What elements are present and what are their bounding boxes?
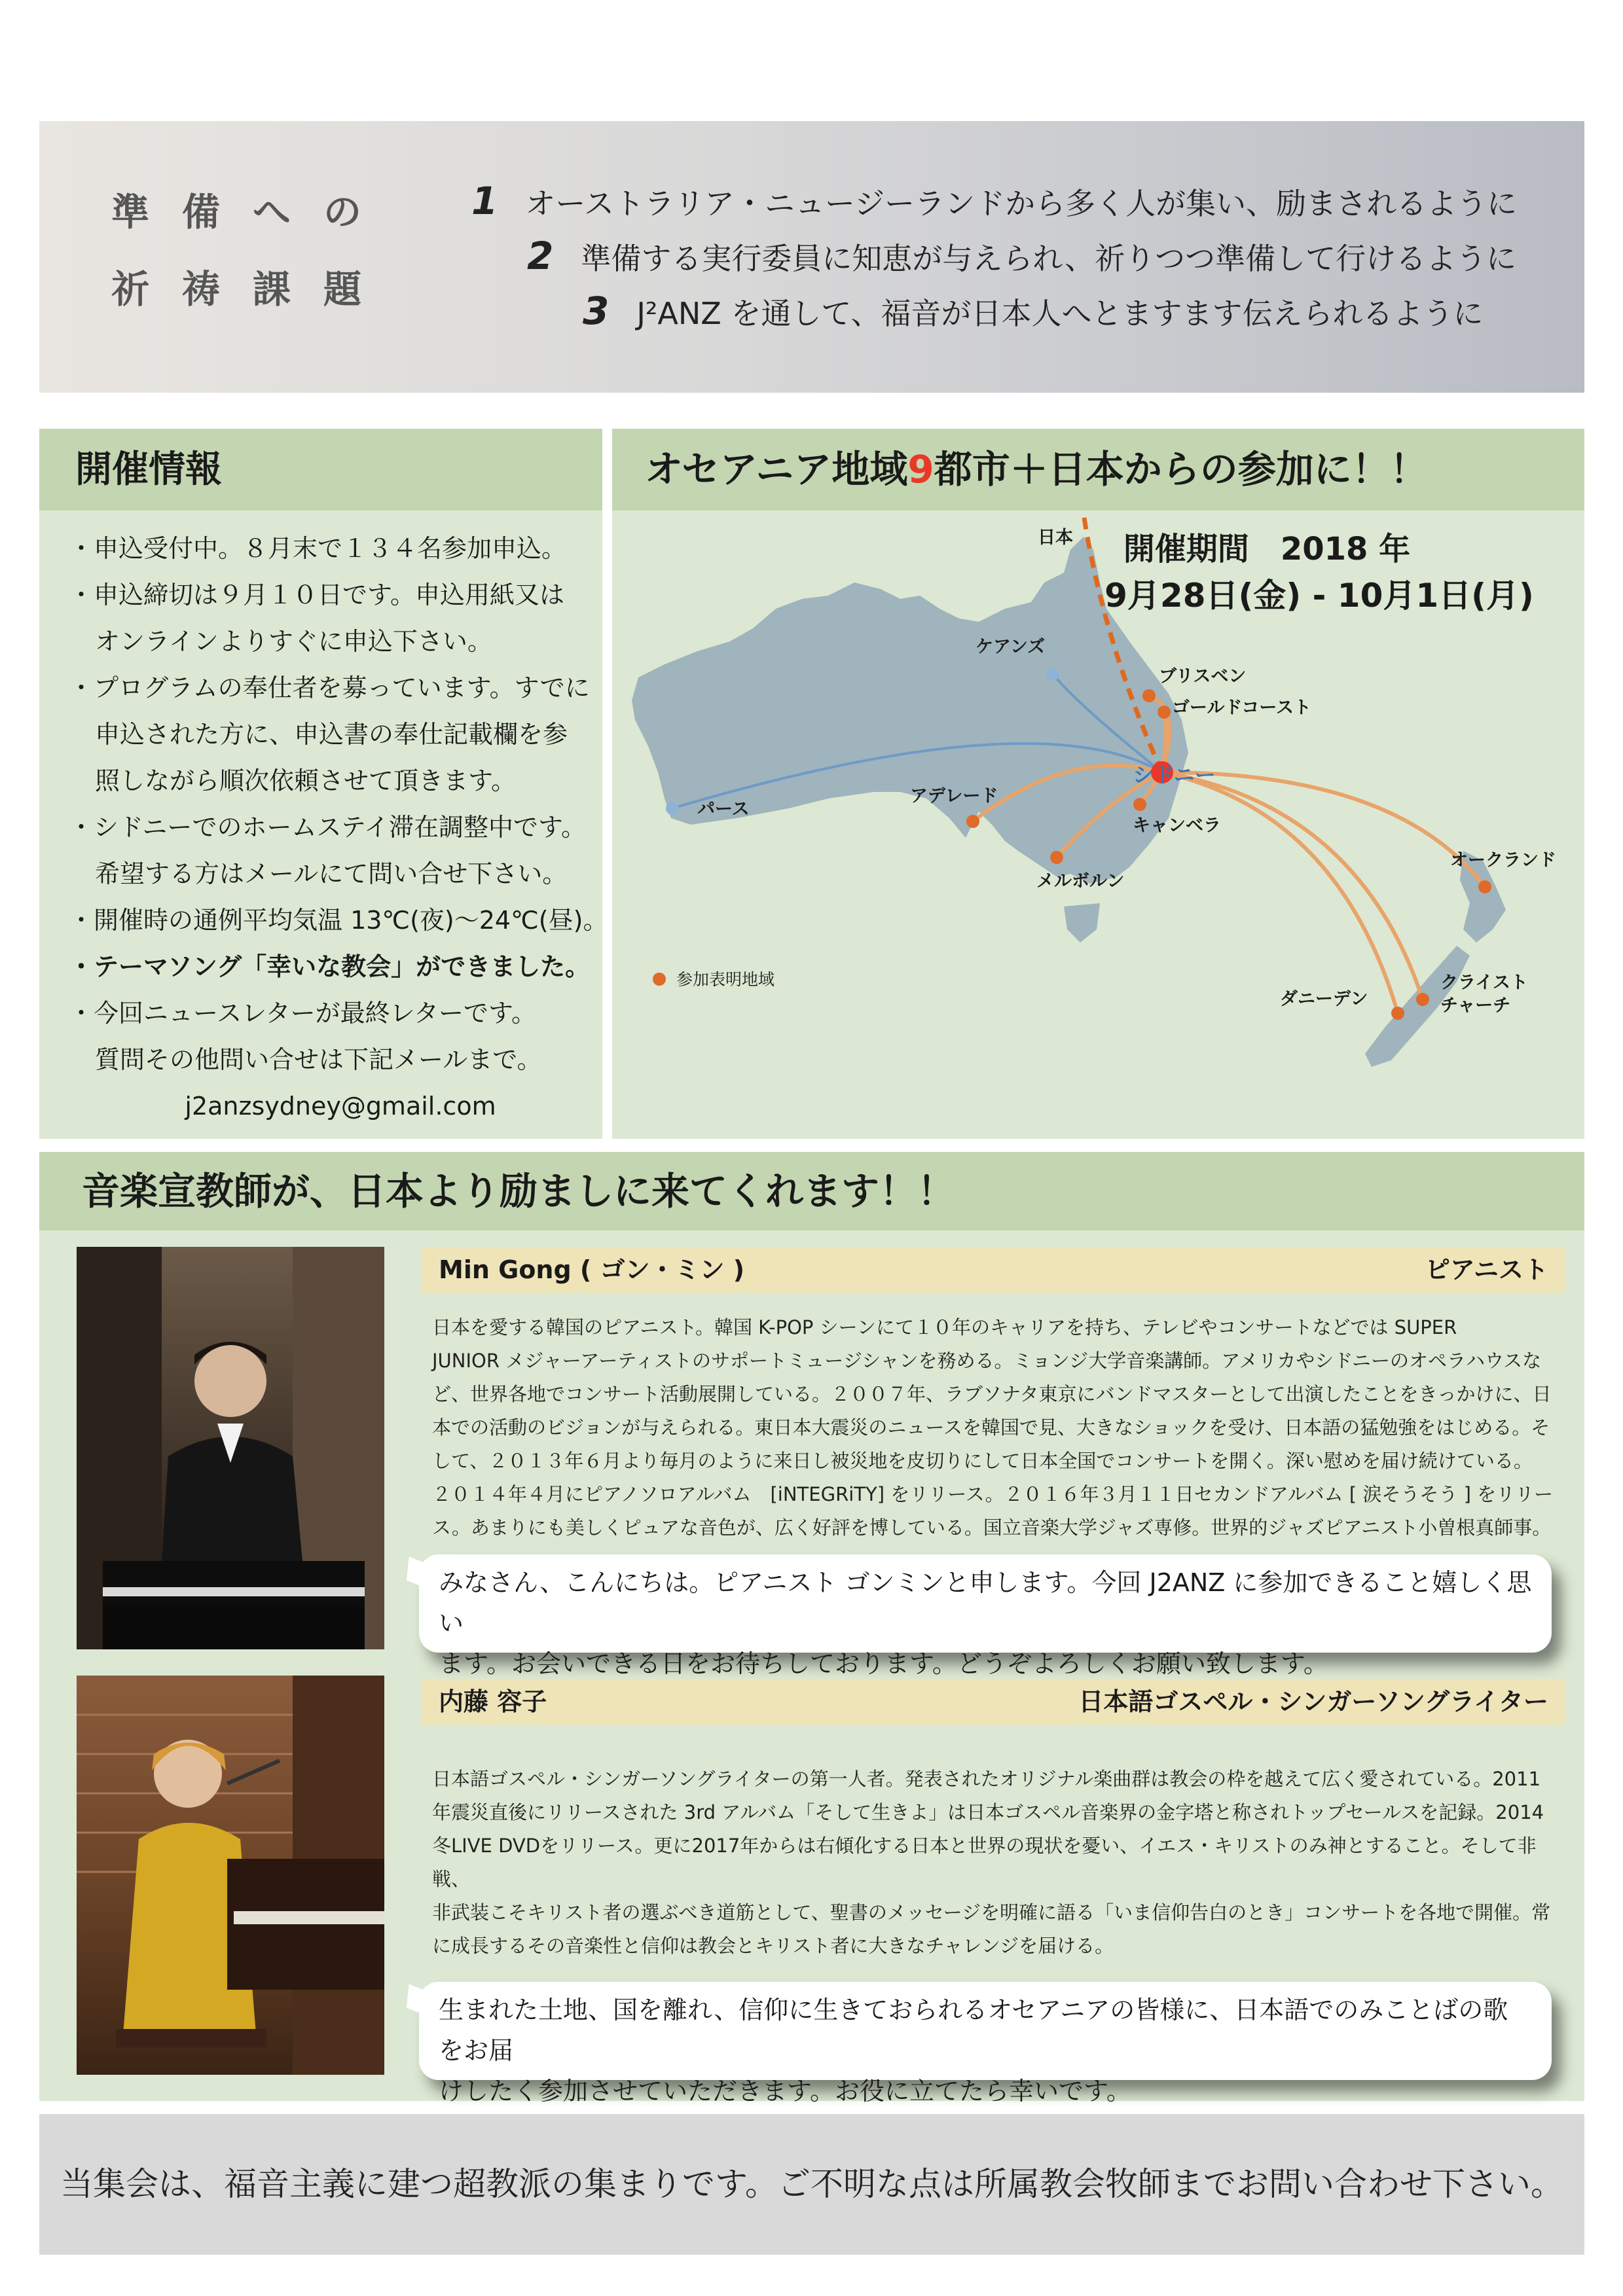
label-dunedin: ダニーデン [1280,989,1368,1009]
city-dot-brisbane [1142,689,1156,702]
label-goldcoast: ゴールドコースト [1172,698,1312,718]
label-perth: パース [697,799,750,819]
info-line: ・プログラムの奉仕者を募っています。すでに [69,673,590,702]
city-dot-cairns [1046,668,1059,681]
info-line: オンラインよりすぐに申込下さい。 [95,627,492,656]
artist-role: 日本語ゴスペル・シンガーソングライター [1078,1687,1548,1716]
city-dot-goldcoast [1158,706,1171,719]
label-brisbane: ブリスベン [1159,666,1247,687]
route-dunedin [1162,772,1398,1013]
info-line: 質問その他問い合せは下記メールまで。 [95,1045,542,1074]
event-info-list [69,526,608,1130]
city-dot-auckland [1478,880,1491,893]
info-line: ・シドニーでのホームステイ滞在調整中です。 [69,813,587,842]
label-japan: 日本 [1038,528,1073,548]
message-line: 生まれた土地、国を離れ、信仰に生きておられるオセアニアの皆様に、日本語でのみことばの歌をお届 [439,1996,1508,2065]
tasmania-landmass [1064,903,1100,942]
message-bubble-naito-yoko [419,1982,1552,2106]
prayer-item-2 [527,234,1516,278]
bio-line: 本での活動のビジョンが与えられる。東日本大震災のニュースを韓国で見、大きなショックを受け、日本語の猛勉強をはじめる。そ [432,1416,1550,1439]
message-line: ます。お会いできる日をお待ちしております。どうぞよろしくお願い致します。 [439,1649,1328,1678]
event-period-dates: 9月28日(金) - 10月1日(月) [1104,577,1534,615]
event-period-label: 開催期間 2018 年 [1123,531,1411,567]
prayer-section [39,121,1584,393]
label-christchurch-1: クライスト [1440,973,1528,993]
prayer-item-text: J²ANZ を通して、福音が日本人へとますます伝えられるように [636,296,1484,331]
event-info-panel [39,429,608,1139]
map-legend-dot [653,973,666,986]
info-line: ・今回ニュースレターが最終レターです。 [69,999,537,1028]
map-heading [612,429,1584,511]
info-line: 申込された方に、申込書の奉仕記載欄を参 [95,720,568,749]
prayer-item-3 [583,289,1483,333]
event-info-heading: 開催情報 [39,429,602,511]
info-line: ・テーマソング「幸いな教会」ができました。 [69,952,591,981]
singer-image [77,1676,384,2075]
map-heading-num: 9 [907,447,934,492]
prayer-item-text: オーストラリア・ニュージーランドから多く人が集い、励まされるように [525,186,1518,221]
map-heading-pre: オセアニア地域 [645,447,908,492]
message-line: けしたく参加させていただきます。お役に立てたら幸いです。 [439,2077,1131,2106]
prayer-title-line1: 準備への [111,190,395,234]
city-dot-adelaide [966,815,979,828]
music-heading: 音楽宣教師が、日本より励ましに来てくれます！！ [39,1152,1584,1230]
bio-line: 日本を愛する韓国のピアニスト。韓国 K-POP シーンにて１０年のキャリアを持ち、テレビやコンサートなどでは SUPER [432,1316,1457,1338]
info-line: 照しながら順次依頼させて頂きます。 [95,766,516,795]
city-dot-canberra [1133,798,1146,811]
prayer-item-number: 3 [583,289,610,333]
bio-line: ２０１４年４月にピアノソロアルバム [iNTEGRiTY] をリリース。２０１６年３月１１日セカンドアルバム [ 涙そうそう ] をリリー [432,1483,1554,1505]
message-bubble-min-gong [419,1554,1552,1678]
music-missionary-panel [39,1152,1584,2106]
city-dot-melbourne [1050,851,1063,864]
artist-photo-naito-yoko [77,1676,384,2075]
prayer-item-text: 準備する実行委員に知恵が与えられ、祈りつつ準備して行けるように [581,241,1517,276]
prayer-item-number: 2 [527,234,554,278]
contact-email[interactable]: j2anzsydney@gmail.com [185,1092,496,1121]
label-melbourne: メルボルン [1036,871,1125,891]
artist-photo-min-gong [77,1247,384,1649]
bio-line: に成長するその音楽性と信仰は教会とキリスト者に大きなチャレンジを届ける。 [432,1935,1114,1957]
label-auckland: オークランド [1450,850,1556,870]
info-line: ・申込締切は９月１０日です。申込用紙又は [69,581,564,609]
info-line: 希望する方はメールにて問い合せ下さい。 [95,859,568,888]
artist-role: ピアニスト [1425,1255,1548,1284]
message-line: みなさん、こんにちは。ピアニスト ゴンミンと申します。今回 J2ANZ に参加できること嬉しく思い [439,1568,1532,1638]
city-dot-dunedin [1391,1007,1404,1020]
footer-notice: 当集会は、福音主義に建つ超教派の集まりです。ご不明な点は所属教会牧師までお問い合わせ下さい。 [39,2114,1584,2255]
bio-line: ス。あまりにも美しくピュアな音色が、広く好評を博している。国立音楽大学ジャズ専修。世界的ジャズピアニスト小曽根真師事。 [432,1516,1552,1539]
route-christchurch [1162,772,1423,999]
label-christchurch-2: チャーチ [1440,996,1511,1016]
city-dot-perth [666,802,679,815]
info-line: ・開催時の通例平均気温 13℃(夜)〜24℃(昼)。 [69,906,608,935]
bio-line: 日本語ゴスペル・シンガーソングライターの第一人者。発表されたオリジナル楽曲群は教会の枠を越えて広く愛されている。2011 [432,1768,1541,1790]
artist-bio-min-gong [432,1311,1558,1545]
bio-line: ど、世界各地でコンサート活動展開している。２００７年、ラブソナタ東京にバンドマスターとして出演したことをきっかけに、日 [432,1383,1552,1405]
label-adelaide: アデレード [910,786,998,806]
map-heading-post: 都市＋日本からの参加に！！ [934,447,1428,492]
prayer-item-number: 1 [471,179,498,223]
bio-line: JUNIOR メジャーアーティストのサポートミュージシャンを務める。ミョンジ大学音楽講師。アメリカやシドニーのオペラハウスな [432,1350,1542,1372]
label-canberra: キャンベラ [1133,816,1221,836]
label-cairns: ケアンズ [976,637,1046,657]
prayer-title [111,173,394,328]
artist-name: Min Gong ( ゴン・ミン ) [439,1255,745,1284]
prayer-item-1 [471,179,1517,223]
map-panel [612,429,1584,1139]
bio-line: 冬LIVE DVDをリリース。更に2017年からは右傾化する日本と世界の現状を憂い、イエス・キリストのみ神とすること。そして非戦、 [432,1835,1537,1890]
pianist-image [77,1247,384,1649]
label-sydney: シドニー [1133,762,1216,787]
artist-bio-naito-yoko [432,1763,1558,1963]
prayer-title-line2: 祈祷課題 [111,267,395,312]
artist-name: 内藤 容子 [439,1687,547,1716]
map-legend-label: 参加表明地域 [676,970,775,989]
bio-line: して、２０１３年６月より毎月のように来日し被災地を皮切りにして日本全国でコンサートを開く。深い慰めを届け続けている。 [432,1450,1533,1472]
artist-header-min-gong [422,1247,1565,1293]
info-line: ・申込受付中。８月末で１３４名参加申込。 [69,534,567,563]
bio-line: 年震災直後にリリースされた 3rd アルバム「そして生きよ」は日本ゴスペル音楽界の金字塔と称されトップセールスを記録。2014 [432,1801,1544,1823]
city-dot-christchurch [1416,993,1429,1006]
artist-header-naito-yoko [422,1679,1565,1725]
bio-line: 非武装こそキリスト者の選ぶべき道筋として、聖書のメッセージを明確に語る「いま信仰告白のとき」コンサートを各地で開催。常 [432,1901,1551,1924]
